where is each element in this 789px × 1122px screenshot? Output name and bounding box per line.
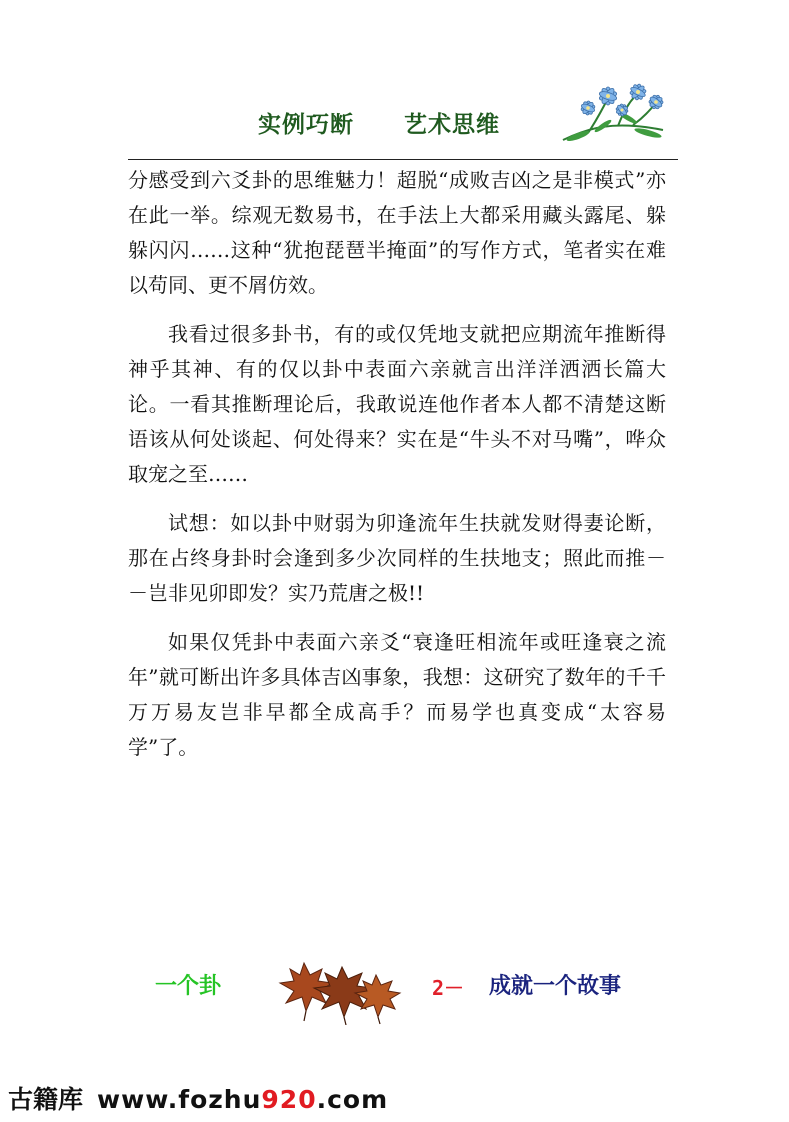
page-footer xyxy=(0,955,789,1025)
watermark-site-prefix: www.fozhu xyxy=(97,1085,262,1114)
header-divider xyxy=(128,159,678,160)
header-title-right: 艺术思维 xyxy=(404,112,500,138)
page-number: 2－ xyxy=(432,976,465,1000)
blue-flower-icon xyxy=(558,78,668,150)
paragraph: 分感受到六爻卦的思维魅力！超脱“成败吉凶之是非模式”亦在此一举。综观无数易书，在手法上大都采用藏头露尾、躲躲闪闪……这种“犹抱琵琶半掩面”的写作方式，笔者实在难以苟同、更不屑仿效。 xyxy=(128,168,666,297)
body-text xyxy=(128,163,666,779)
page-header xyxy=(128,78,678,160)
watermark-site xyxy=(97,1085,388,1114)
paragraph: 试想：如以卦中财弱为卯逢流年生扶就发财得妻论断，那在占终身卦时会逢到多少次同样的生扶地支；照此而推－－岂非见卯即发？实乃荒唐之极!! xyxy=(128,511,666,605)
paragraph: 我看过很多卦书，有的或仅凭地支就把应期流年推断得神乎其神、有的仅以卦中表面六亲就言出洋洋洒洒长篇大论。一看其推断理论后，我敢说连他作者本人都不清楚这断语该从何处谈起、何处得来？实在是“牛头不对马嘴”，哗众取宠之至…… xyxy=(128,322,666,486)
paragraph: 如果仅凭卦中表面六亲爻“衰逢旺相流年或旺逢衰之流年”就可断出许多具体吉凶事象，我想：这研究了数年的千千万万易友岂非早都全成高手？而易学也真变成“太容易学”了。 xyxy=(128,630,666,759)
watermark-site-suffix: .com xyxy=(316,1085,389,1114)
header-title-left: 实例巧断 xyxy=(258,112,354,138)
watermark xyxy=(8,1080,388,1114)
footer-left-text: 一个卦 xyxy=(155,974,222,999)
watermark-site-digits: 920 xyxy=(261,1085,317,1114)
header-title xyxy=(258,106,500,139)
maple-leaves-icon xyxy=(264,955,410,1025)
watermark-brand: 古籍库 xyxy=(8,1085,84,1114)
footer-right-text: 成就一个故事 xyxy=(489,974,622,999)
